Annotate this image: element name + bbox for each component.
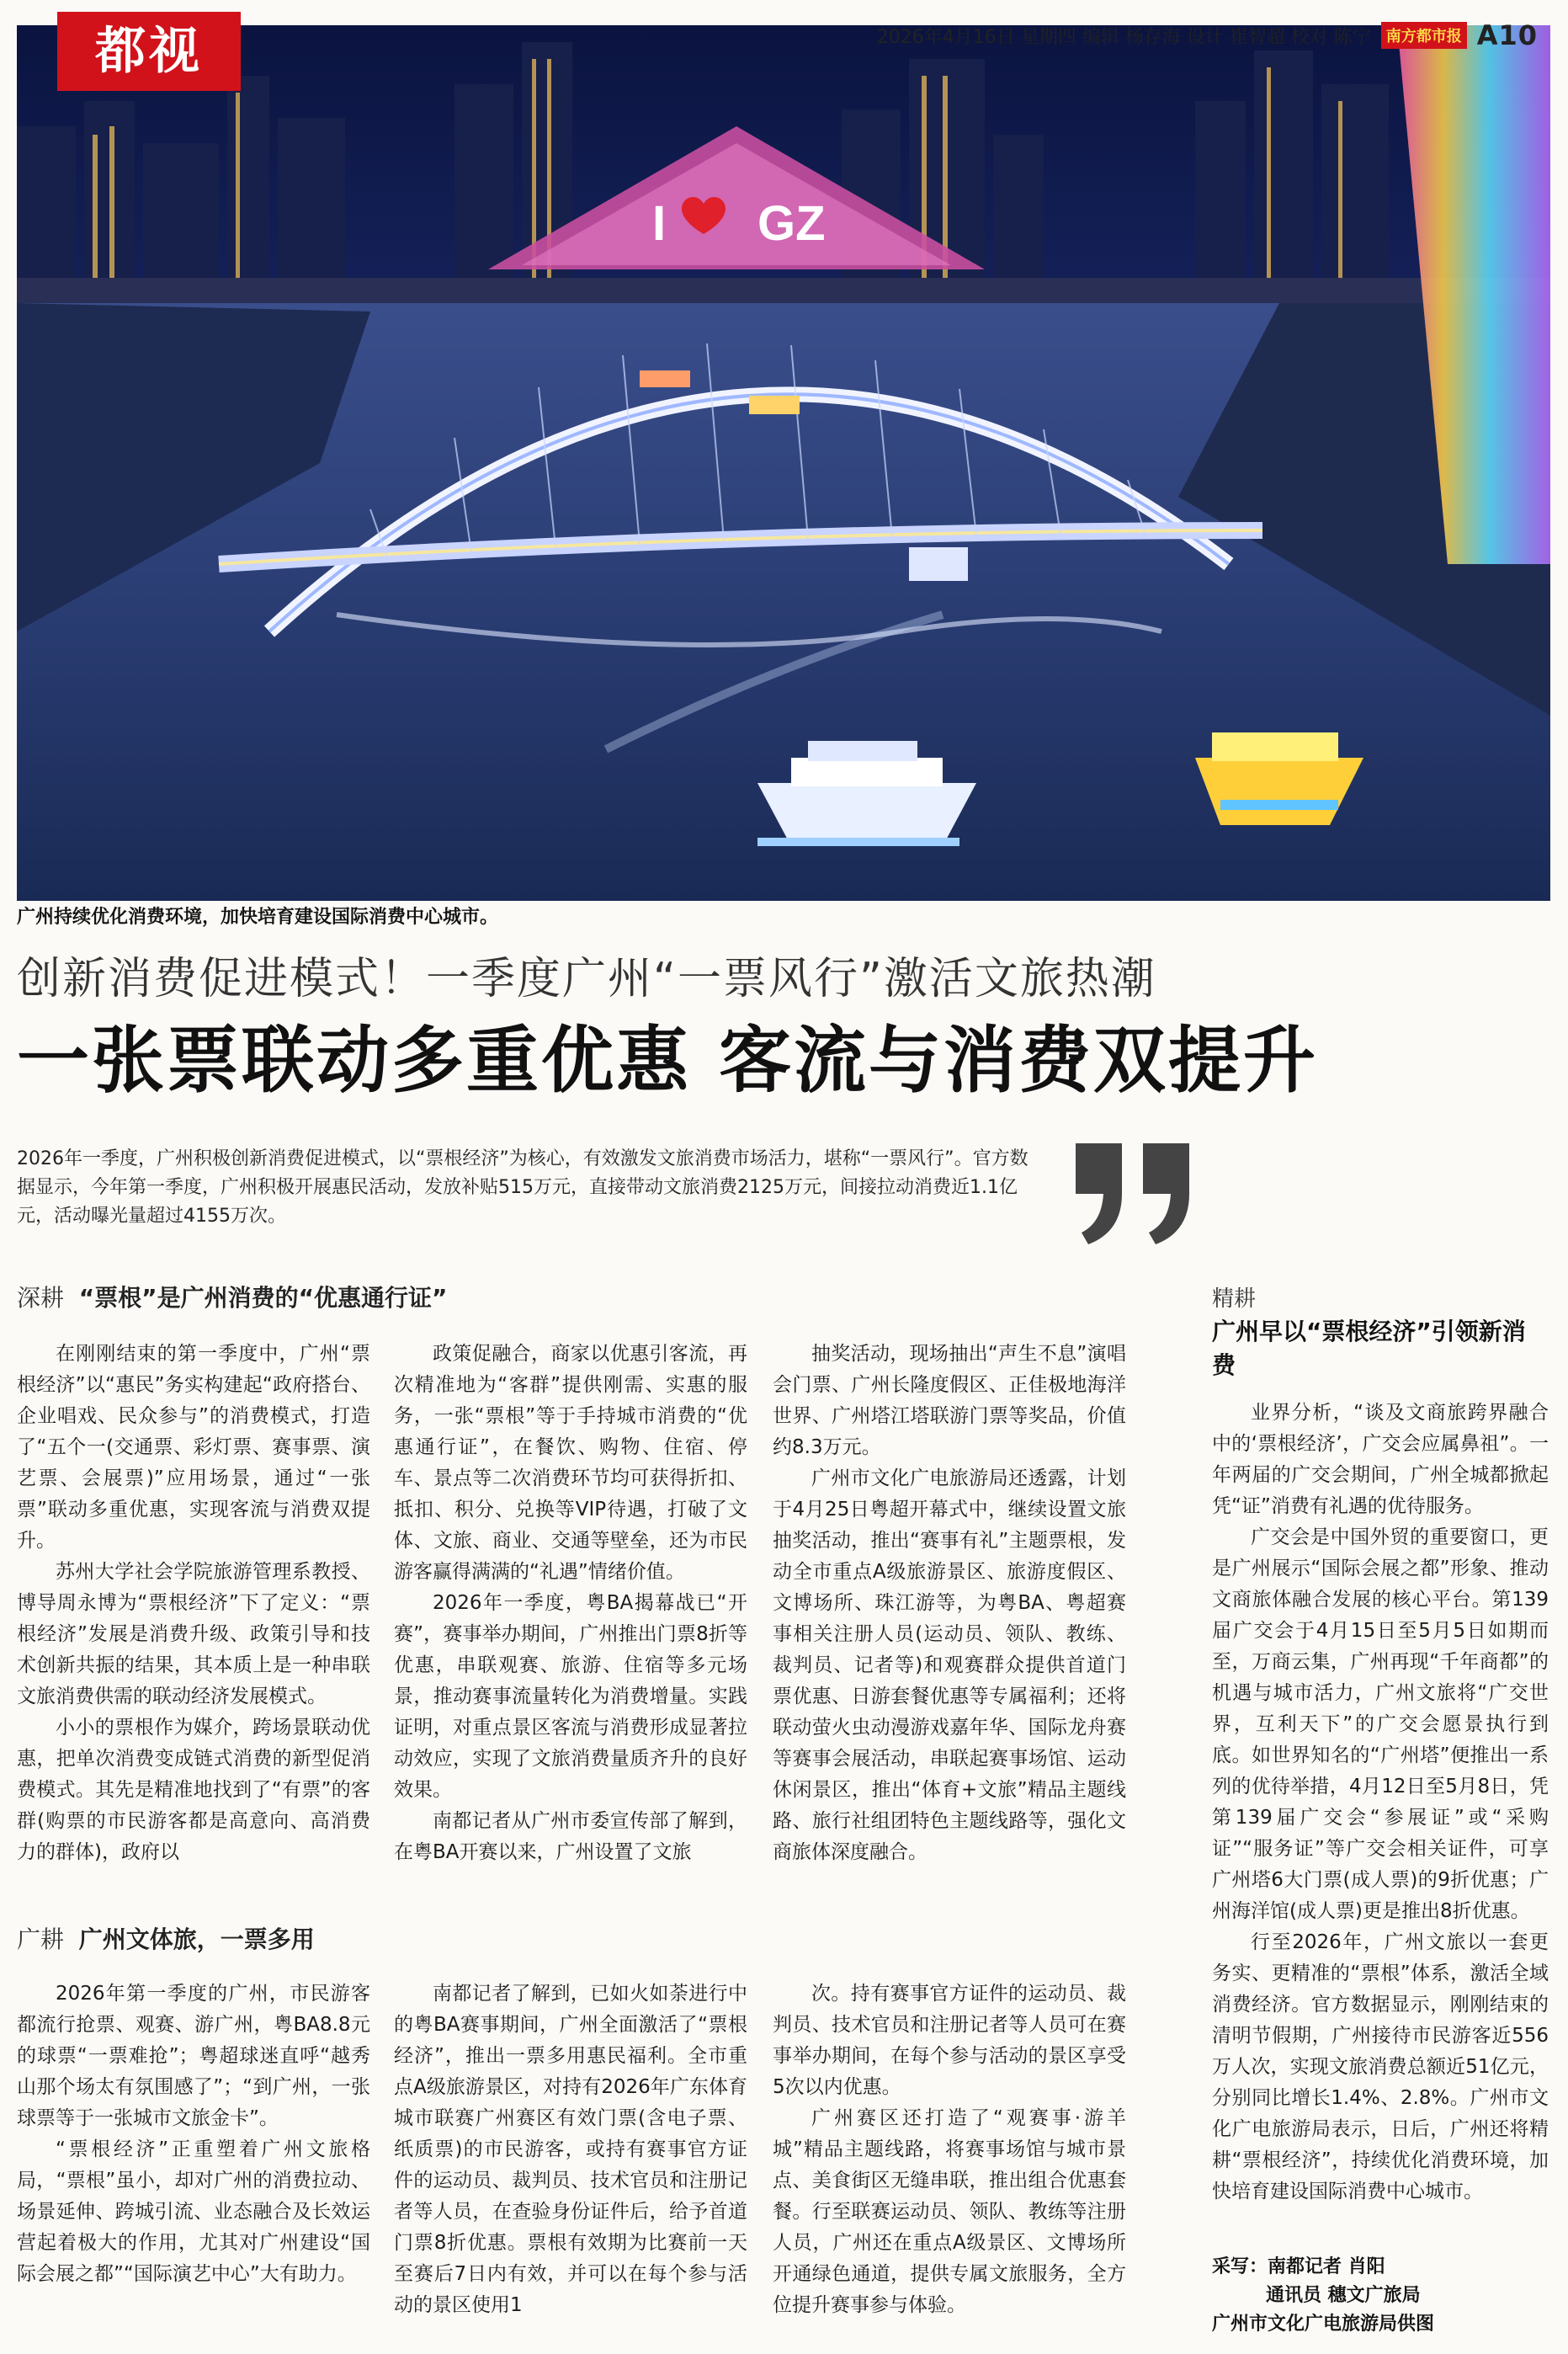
section1-heading bbox=[17, 1280, 447, 1313]
paragraph: 2026年一季度，粤BA揭幕战已“开赛”，赛事举办期间，广州推出门票8折等优惠，串联观赛、旅游、住宿等多元场景，推动赛事流量转化为消费增量。实践证明，对重点景区客流与消费形成显著拉动效应，实现了文旅消费量质齐升的良好效果。 bbox=[394, 1592, 747, 1801]
byline bbox=[1212, 2253, 1549, 2339]
side-kicker: 精耕 bbox=[1212, 1286, 1257, 1312]
section2-col3 bbox=[773, 1979, 1126, 2332]
quote-mark-icon bbox=[1059, 1126, 1210, 1253]
section-tag: 都视 bbox=[57, 12, 241, 91]
main-headline: 一张票联动多重优惠 客流与消费双提升 bbox=[17, 1019, 1318, 1103]
paragraph: 2026年第一季度的广州，市民游客都流行抢票、观赛、游广州，粤BA8.8元的球票“一票难抢”；粤超球迷直呼“越秀山那个场太有氛围感了”；“到广州，一张球票等于一张城市文旅金卡”。 bbox=[17, 1983, 370, 2129]
section1-col2 bbox=[394, 1339, 747, 1863]
issue-info: 2026年4月16日 星期四 编辑 杨存海 设计 崔智超 校对 陈宁 bbox=[876, 26, 1371, 48]
section2-heading bbox=[17, 1921, 315, 1955]
paragraph: 广州赛区还打造了“观赛事·游羊城”精品主题线路，将赛事场馆与城市景点、美食街区无缝串联，推出组合优惠套餐。行至联赛运动员、领队、教练等注册人员，广州还在重点A级景区、文博场所开通绿色通道，提供专属文旅服务，全方位提升赛事参与体验。 bbox=[773, 2107, 1126, 2316]
section1-lead-word: 深耕 bbox=[17, 1284, 65, 1312]
paragraph: 小小的票根作为媒介，跨场景联动优惠，把单次消费变成链式消费的新型促消费模式。其先是精准地找到了“有票”的客群(购票的市民游客都是高意向、高消费力的群体)，政府以 bbox=[17, 1717, 370, 1863]
section1-title: “票根”是广州消费的“优惠通行证” bbox=[78, 1284, 448, 1312]
header-meta bbox=[877, 19, 1538, 52]
sign-letter-i: I bbox=[652, 196, 667, 251]
side-title: 广州早以“票根经济”引领新消费 bbox=[1212, 1318, 1526, 1379]
hero-photo bbox=[17, 25, 1550, 901]
section2-col2 bbox=[394, 1979, 747, 2332]
night-bridge-photo bbox=[17, 25, 1550, 901]
paragraph: 广交会是中国外贸的重要窗口，更是广州展示“国际会展之都”形象、推动文商旅体融合发展的核心平台。第139届广交会于4月15日至5月5日如期而至，万商云集，广州再现“千年商都”的机遇与城市活力，广州文旅将“广交世界，互利天下”的广交会愿景执行到底。如世界知名的“广州塔”便推出一系列的优待举措，4月12日至5月8日，凭第139届广交会“参展证”或“采购证”“服务证”等广交会相关证件，可享广州塔6大门票(成人票)的9折优惠；广州海洋馆(成人票)更是推出8折优惠。 bbox=[1212, 1526, 1549, 1922]
newspaper-logo: 南方都市报 bbox=[1381, 22, 1467, 49]
lead-paragraph: 2026年一季度，广州积极创新消费促进模式，以“票根经济”为核心，有效激发文旅消费市场活力，堪称“一票风行”。官方数据显示，今年第一季度，广州积极开展惠民活动，发放补贴515万元，直接带动文旅消费2125万元，间接拉动消费近1.1亿元，活动曝光量超过4155万次。 bbox=[17, 1148, 1029, 1227]
paragraph: 在刚刚结束的第一季度中，广州“票根经济”以“惠民”务实构建起“政府搭台、企业唱戏、民众参与”的消费模式，打造了“五个一(交通票、彩灯票、赛事票、演艺票、会展票)”应用场景，通过“一张票”联动多重优惠，实现客流与消费双提升。 bbox=[17, 1343, 370, 1552]
byline-correspondent: 通讯员 穗文广旅局 bbox=[1266, 2285, 1421, 2306]
photo-caption: 广州持续优化消费环境，加快培育建设国际消费中心城市。 bbox=[17, 907, 499, 928]
kicker-headline: 创新消费促进模式！一季度广州“一票风行”激活文旅热潮 bbox=[17, 954, 1156, 1004]
paragraph: 苏州大学社会学院旅游管理系教授、博导周永博为“票根经济”下了定义：“票根经济”发展是消费升级、政策引导和技术创新共振的结果，其本质上是一种串联文旅消费供需的联动经济发展模式。 bbox=[17, 1561, 370, 1707]
byline-photo-credit: 广州市文化广电旅游局供图 bbox=[1212, 2314, 1435, 2335]
side-column bbox=[1212, 1398, 1549, 2239]
paragraph: 次。持有赛事官方证件的运动员、裁判员、技术官员和注册记者等人员可在赛事举办期间，在每个参与活动的景区享受5次以内优惠。 bbox=[773, 1983, 1126, 2098]
paragraph: 南都记者了解到，已如火如荼进行中的粤BA赛事期间，广州全面激活了“票根经济”，推出一票多用惠民福利。全市重点A级旅游景区，对持有2026年广东体育城市联赛广州赛区有效门票(含电子票、纸质票)的市民游客，或持有赛事官方证件的运动员、裁判员、技术官员和注册记者等人员，在查验身份证件后，给予首道门票8折优惠。票根有效期为比赛前一天至赛后7日内有效，并可以在每个参与活动的景区使用1 bbox=[394, 1983, 747, 2316]
byline-writer: 采写：南都记者 肖阳 bbox=[1212, 2256, 1385, 2277]
page-number: A10 bbox=[1476, 19, 1538, 51]
paragraph: 广州市文化广电旅游局还透露，计划于4月25日粤超开幕式中，继续设置文旅抽奖活动，推出“赛事有礼”主题票根，发动全市重点A级旅游景区、旅游度假区、文博场所、珠江游等，为粤BA、粤超赛事相关注册人员(运动员、领队、教练、裁判员、记者等)和观赛群众提供首道门票优惠、日游套餐优惠等专属福利；还将联动萤火虫动漫游戏嘉年华、国际龙舟赛等赛事会展活动，串联起赛事场馆、运动休闲景区，推出“体育+文旅”精品主题线路、旅行社组团特色主题线路等，强化文商旅体深度融合。 bbox=[773, 1467, 1126, 1863]
section1-col1 bbox=[17, 1339, 370, 1863]
paragraph: “票根经济”正重塑着广州文旅格局，“票根”虽小，却对广州的消费拉动、场景延伸、跨城引流、业态融合及长效运营起着极大的作用，尤其对广州建设“国际会展之都”“国际演艺中心”大有助力。 bbox=[17, 2138, 370, 2285]
section1-col3 bbox=[773, 1339, 1126, 1863]
paragraph: 抽奖活动，现场抽出“声生不息”演唱会门票、广州长隆度假区、正佳极地海洋世界、广州塔江塔联游门票等奖品，价值约8.3万元。 bbox=[773, 1343, 1126, 1458]
paragraph: 业界分析，“谈及文商旅跨界融合中的‘票根经济’，广交会应属鼻祖”。一年两届的广交会期间，广州全城都掀起凭“证”消费有礼遇的优待服务。 bbox=[1212, 1402, 1549, 1517]
section2-col1 bbox=[17, 1979, 370, 2332]
paragraph: 行至2026年，广州文旅以一套更务实、更精准的“票根”体系，激活全域消费经济。官方数据显示，刚刚结束的清明节假期，广州接待市民游客近556万人次，实现文旅消费总额近51亿元，分别同比增长1.4%、2.8%。广州市文化广电旅游局表示，日后，广州还将精耕“票根经济”，持续优化消费环境，加快培育建设国际消费中心城市。 bbox=[1212, 1931, 1549, 2202]
section2-title: 广州文体旅，一票多用 bbox=[78, 1925, 315, 1953]
sign-letters-gz: GZ bbox=[757, 196, 826, 251]
section2-lead-word: 广耕 bbox=[17, 1925, 65, 1953]
paragraph: 政策促融合，商家以优惠引客流，再次精准地为“客群”提供刚需、实惠的服务，一张“票根”等于手持城市消费的“优惠通行证”，在餐饮、购物、住宿、停车、景点等二次消费环节均可获得折扣、抵扣、积分、兑换等VIP待遇，打破了文体、文旅、商业、交通等壁垒，还为市民游客赢得满满的“礼遇”情绪价值。 bbox=[394, 1343, 747, 1583]
paragraph: 南都记者从广州市委宣传部了解到，在粤BA开赛以来，广州设置了文旅 bbox=[394, 1810, 747, 1863]
